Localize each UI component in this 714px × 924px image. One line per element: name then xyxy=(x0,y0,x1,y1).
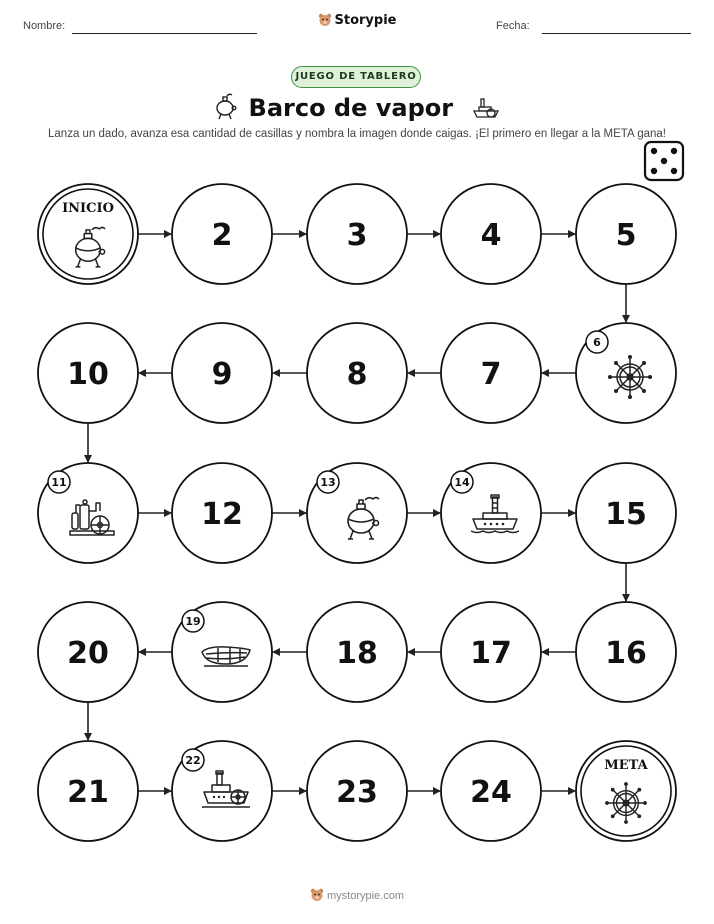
space-label: INICIO xyxy=(62,201,114,216)
board-space-23[interactable] xyxy=(307,741,407,841)
space-number: 24 xyxy=(470,775,512,810)
board-space-22[interactable] xyxy=(172,741,272,841)
board-space-17[interactable] xyxy=(441,602,541,702)
space-number: 6 xyxy=(593,336,601,349)
board-space-4[interactable] xyxy=(441,184,541,284)
bear-logo-icon xyxy=(310,888,324,902)
board-space-5[interactable] xyxy=(576,184,676,284)
board-space-7[interactable] xyxy=(441,323,541,423)
space-number: 23 xyxy=(336,775,378,810)
space-number: 11 xyxy=(51,476,67,489)
title-text: Barco de vapor xyxy=(248,94,454,122)
space-number: 9 xyxy=(211,357,233,392)
brand-name: Storypie xyxy=(334,13,397,28)
footer-url: mystorypie.com xyxy=(326,890,405,902)
space-number: 17 xyxy=(470,636,512,671)
space-number: 19 xyxy=(185,615,201,628)
board-cells xyxy=(38,184,676,841)
date-label: Fecha: xyxy=(496,20,530,32)
dice-icon xyxy=(645,142,683,180)
board-space-18[interactable] xyxy=(307,602,407,702)
space-number: 16 xyxy=(605,636,647,671)
board-space-6[interactable] xyxy=(576,323,676,423)
game-type-badge: JUEGO DE TABLERO xyxy=(291,66,421,88)
board-space-15[interactable] xyxy=(576,463,676,563)
board-space-12[interactable] xyxy=(172,463,272,563)
space-number: 14 xyxy=(454,476,470,489)
ship-wheel-icon xyxy=(608,355,652,399)
ship-wheel-icon xyxy=(605,782,647,824)
space-number: 4 xyxy=(480,218,502,253)
space-number: 2 xyxy=(211,218,233,253)
board-space-11[interactable] xyxy=(38,463,138,563)
space-number: 12 xyxy=(201,497,243,532)
start-space[interactable] xyxy=(38,184,138,284)
name-label: Nombre: xyxy=(23,20,66,32)
space-number: 22 xyxy=(185,754,201,767)
footer xyxy=(0,888,714,902)
space-number: 13 xyxy=(320,476,336,489)
board-space-8[interactable] xyxy=(307,323,407,423)
instructions: Lanza un dado, avanza esa cantidad de casillas y nombra la imagen donde caigas. ¡El primero en llegar a la META gana! xyxy=(48,128,666,140)
space-number: 3 xyxy=(346,218,368,253)
board-space-19[interactable] xyxy=(172,602,272,702)
space-number: 18 xyxy=(336,636,378,671)
space-number: 8 xyxy=(346,357,368,392)
board-space-14[interactable] xyxy=(441,463,541,563)
space-number: 5 xyxy=(615,218,637,253)
board-space-16[interactable] xyxy=(576,602,676,702)
space-number: 10 xyxy=(67,357,109,392)
board-space-10[interactable] xyxy=(38,323,138,423)
board-space-2[interactable] xyxy=(172,184,272,284)
board-space-9[interactable] xyxy=(172,323,272,423)
space-label: META xyxy=(604,758,648,773)
space-number: 20 xyxy=(67,636,109,671)
board-space-20[interactable] xyxy=(38,602,138,702)
board-space-21[interactable] xyxy=(38,741,138,841)
space-number: 15 xyxy=(605,497,647,532)
finish-space[interactable] xyxy=(576,741,676,841)
space-number: 21 xyxy=(67,775,109,810)
board-space-3[interactable] xyxy=(307,184,407,284)
space-number: 7 xyxy=(480,357,502,392)
board-space-24[interactable] xyxy=(441,741,541,841)
board-space-13[interactable] xyxy=(307,463,407,563)
